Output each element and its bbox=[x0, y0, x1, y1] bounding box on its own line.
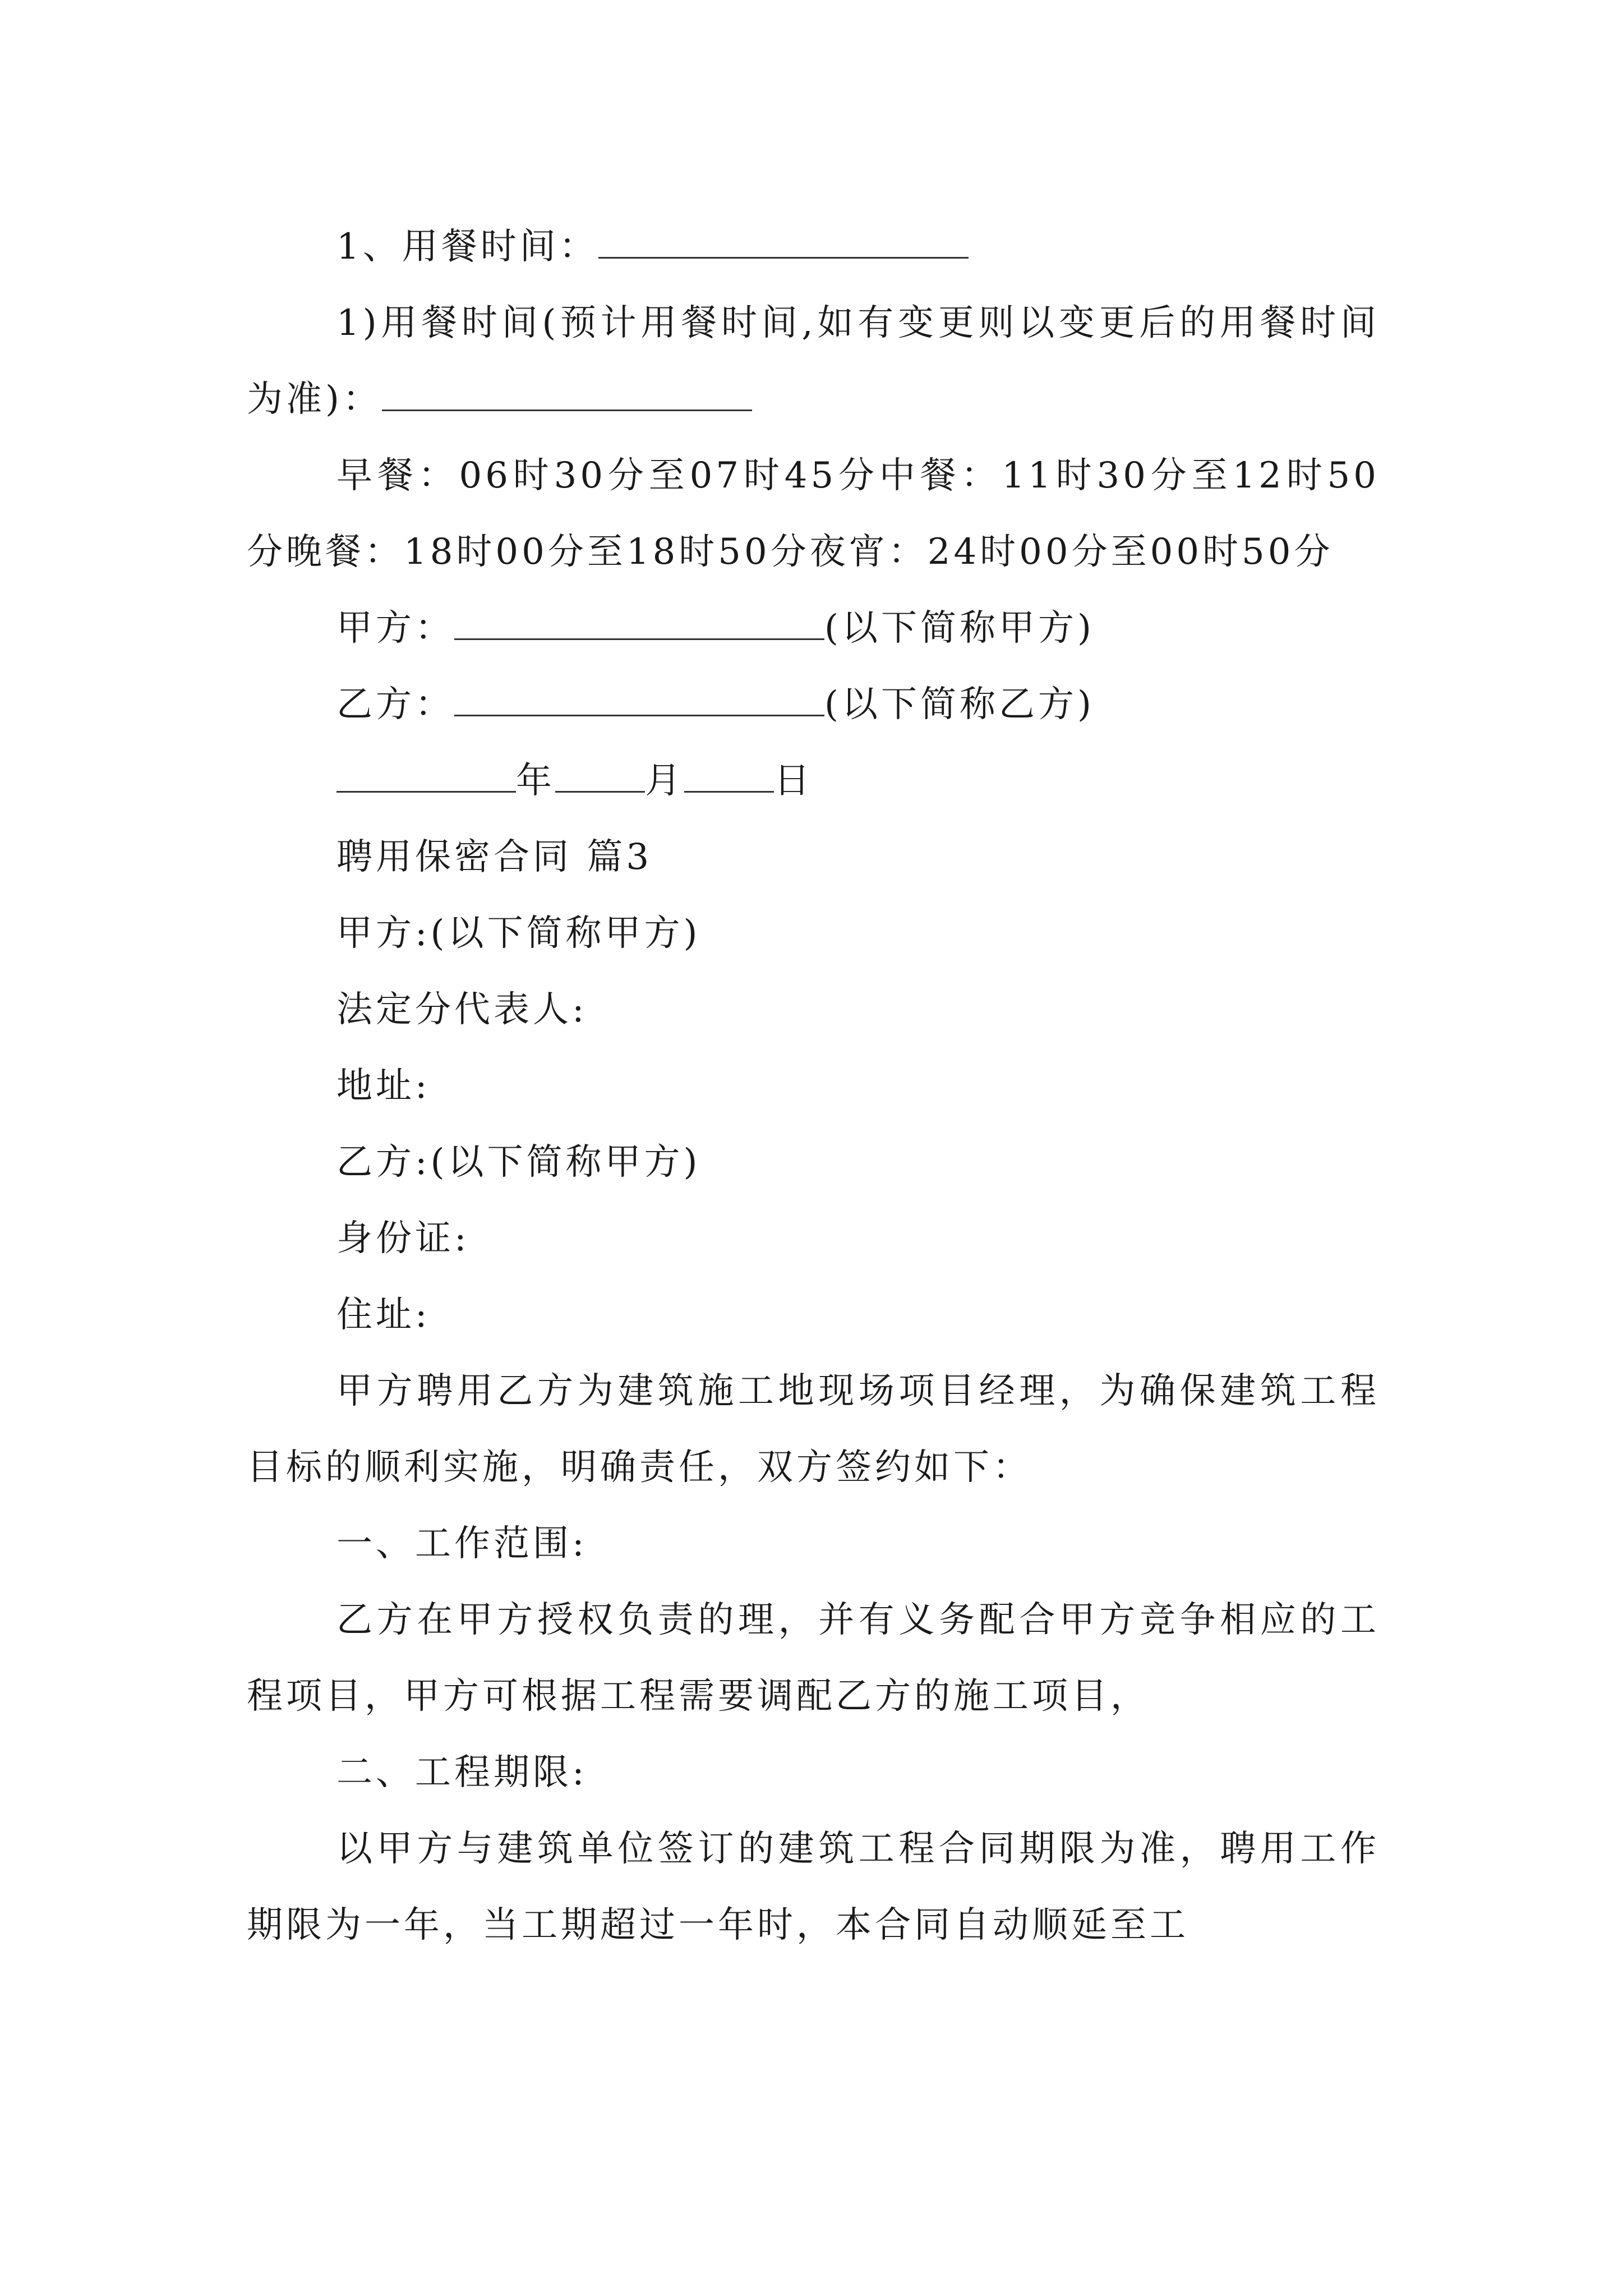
meal-time-detail-text: 1)用餐时间(预计用餐时间,如有变更则以变更后的用餐时间为准)： bbox=[247, 302, 1380, 420]
meal-schedule: 早餐：06时30分至07时45分中餐：11时30分至12时50分晚餐：18时00分至18时50分夜宵：24时00分至00时50分 bbox=[247, 455, 1380, 573]
party-b-blank bbox=[454, 682, 824, 716]
party-b-label: 乙方： bbox=[336, 684, 454, 725]
section-1-body: 乙方在甲方授权负责的理，并有义务配合甲方竞争相应的工程项目，甲方可根据工程需要调配乙方的施工项目， bbox=[247, 1599, 1380, 1717]
meal-time-line bbox=[247, 209, 1380, 285]
year-label: 年 bbox=[516, 760, 555, 802]
meal-time-blank bbox=[598, 224, 969, 259]
intro-paragraph: 甲方聘用乙方为建筑施工地现场项目经理，为确保建筑工程目标的顺利实施，明确责任，双方签约如下： bbox=[247, 1370, 1380, 1488]
month-label: 月 bbox=[645, 760, 684, 802]
month-blank bbox=[555, 758, 645, 793]
meal-time-label: 1、用餐时间： bbox=[336, 226, 598, 268]
contract-title: 聘用保密合同 篇3 bbox=[336, 836, 653, 878]
day-label: 日 bbox=[774, 760, 813, 802]
party-a-line bbox=[247, 590, 1380, 666]
section-2-body: 以甲方与建筑单位签订的建筑工程合同期限为准，聘用工作期限为一年，当工期超过一年时，本合同自动顺延至工 bbox=[247, 1828, 1380, 1946]
party-a-field: 甲方:(以下简称甲方) bbox=[336, 913, 701, 954]
party-b-line bbox=[247, 666, 1380, 743]
section-1-title: 一、工作范围: bbox=[336, 1523, 588, 1565]
meal-time-detail-blank bbox=[382, 377, 752, 411]
day-blank bbox=[684, 758, 774, 793]
party-a-label: 甲方： bbox=[336, 608, 454, 649]
meal-time-detail bbox=[247, 285, 1380, 438]
address-field: 地址: bbox=[336, 1065, 431, 1107]
id-card-field: 身份证: bbox=[336, 1218, 470, 1259]
residence-field: 住址: bbox=[336, 1294, 431, 1336]
document-body bbox=[247, 209, 1380, 1963]
party-a-blank bbox=[454, 606, 824, 640]
party-b-suffix: (以下简称乙方) bbox=[824, 684, 1095, 725]
legal-rep-field: 法定分代表人: bbox=[336, 989, 588, 1030]
section-2-title: 二、工程期限: bbox=[336, 1752, 588, 1793]
year-blank bbox=[336, 758, 516, 793]
party-b-field: 乙方:(以下简称甲方) bbox=[336, 1142, 701, 1183]
party-a-suffix: (以下简称甲方) bbox=[824, 608, 1095, 649]
date-line bbox=[247, 743, 1380, 819]
